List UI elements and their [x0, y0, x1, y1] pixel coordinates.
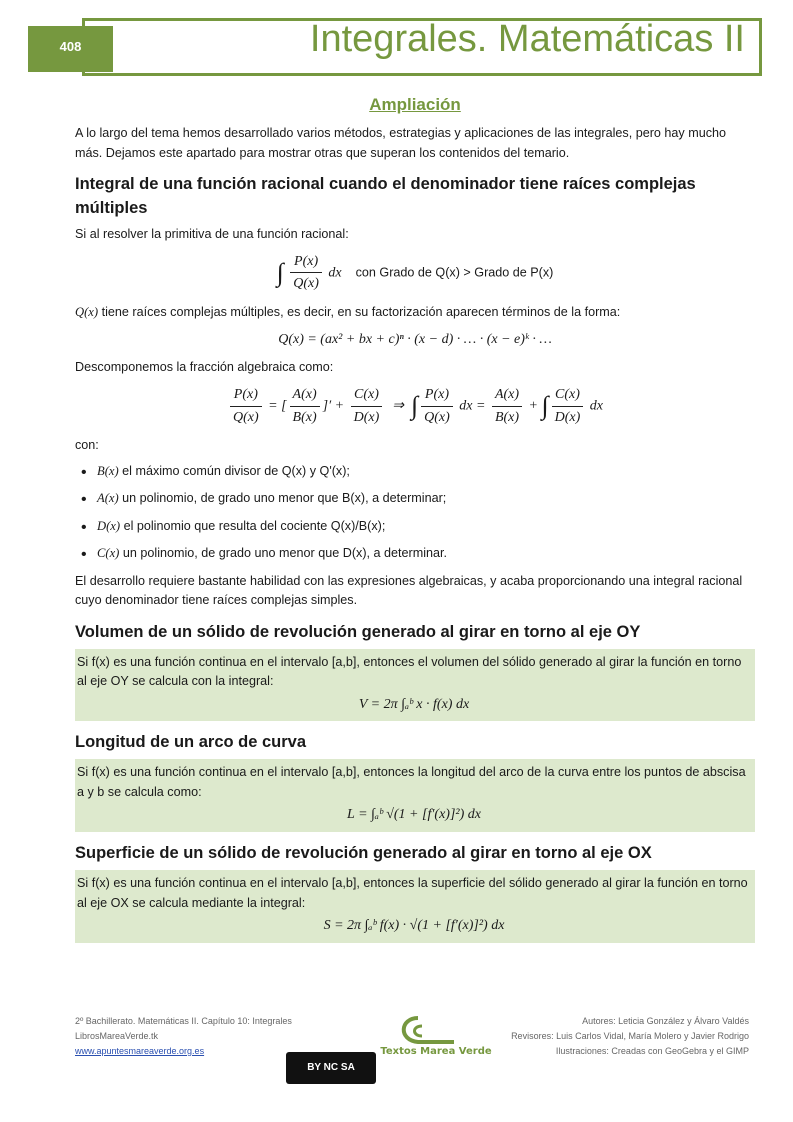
- page-number-badge: 408: [28, 26, 113, 72]
- list-item: • D(x) el polinomio que resulta del cociente Q(x)/B(x);: [97, 517, 755, 537]
- rational-p3: Descomponemos la fracción algebraica como:: [75, 360, 334, 375]
- arc-formula: L = ∫ₐᵇ √(1 + [f′(x)]²) dx: [347, 807, 481, 823]
- rational-p2: Q(x) tiene raíces complejas múltiples, es decir, en su factorización aparecen términos de la forma:: [75, 305, 621, 320]
- list-item: • A(x) un polinomio, de grado uno menor que B(x), a determinar;: [97, 489, 755, 509]
- rational-p1: Si al resolver la primitiva de una función racional:: [75, 227, 349, 242]
- list-item: • C(x) un polinomio, de grado uno menor que D(x), a determinar.: [97, 544, 755, 564]
- cc-license-badge: [286, 1052, 376, 1084]
- header-title: Integrales. Matemáticas II: [309, 18, 745, 60]
- rational-integral-formula: ∫ $\frac{P(x)}{Q(x)}$ dx con Grado de Q(x) > Grado de P(x): [75, 251, 755, 295]
- degree-condition: con Grado de Q(x) > Grado de P(x): [355, 265, 554, 280]
- rational-p4: El desarrollo requiere bastante habilidad con las expresiones algebraicas, y acaba proporcionando una integral racional cuyo denominador tiene raíces complejas simples.: [75, 573, 743, 608]
- footer-right: [511, 1014, 749, 1059]
- footer-authors: Autores: Leticia González y Álvaro Valdés: [582, 1016, 749, 1026]
- surface-formula: S = 2π ∫ₐᵇ f(x) · √(1 + [f′(x)]²) dx: [323, 918, 505, 934]
- volume-heading: Volumen de un sólido de revolución generado al girar en torno al eje OY: [75, 622, 641, 641]
- volume-text: Si f(x) es una función continua en el intervalo [a,b], entonces el volumen del sólido generado al girar la función en torno al eje OY se calcula con la integral:: [77, 654, 742, 689]
- page-content: [75, 92, 755, 951]
- arc-box: [75, 759, 755, 832]
- intro-paragraph: A lo largo del tema hemos desarrollado varios métodos, estrategias y aplicaciones de las integrales, pero hay mucho más. Dejamos este apartado para mostrar otras que superan los contenidos del temario.: [75, 126, 727, 160]
- conditions-list: [75, 462, 755, 564]
- marea-verde-logo: [380, 1012, 492, 1058]
- license-text: BY NC SA: [307, 1062, 355, 1073]
- footer-illustrations: Ilustraciones: Creadas con GeoGebra y el GIMP: [555, 1045, 749, 1056]
- footer-link[interactable]: www.apuntesmareaverde.org.es: [75, 1045, 205, 1056]
- surface-box: [75, 870, 755, 943]
- footer-reviewers: Revisores: Luis Carlos Vidal, María Molero y Javier Rodrigo: [511, 1030, 749, 1041]
- footer-site: LibrosMareaVerde.tk: [75, 1030, 159, 1041]
- arc-heading: Longitud de un arco de curva: [75, 733, 307, 752]
- decomposition-formula: $\frac{P(x)}{Q(x)}$ = [ $\frac{A(x)}{B(x)}$ ]′ + $\frac{C(x)}{D(x)}$ ⇒ ∫ $\frac{P(x)}{Q(x)}$ dx = $\frac{A(x)}{B(x)}$ + ∫ $\frac{C(x)}{D(x)}$ dx: [75, 384, 755, 428]
- footer-left: [75, 1014, 292, 1059]
- factorization-formula: Q(x) = (ax² + bx + c)ⁿ · (x − d) · … · (x − e)ᵏ · …: [278, 331, 552, 347]
- volume-formula: V = 2π ∫ₐᵇ x · f(x) dx: [358, 696, 470, 712]
- logo-text: Textos Marea Verde: [380, 1046, 492, 1057]
- rational-heading: Integral de una función racional cuando el denominador tiene raíces complejas múltiples: [75, 175, 696, 218]
- footer-course: 2º Bachillerato. Matemáticas II. Capítulo 10: Integrales: [75, 1016, 292, 1026]
- surface-text: Si f(x) es una función continua en el intervalo [a,b], entonces la superficie del sólido generado al girar la función en torno al eje OX se calcula mediante la integral:: [77, 876, 748, 910]
- section-title: Ampliación: [369, 95, 461, 114]
- volume-box: [75, 649, 755, 722]
- list-item: • B(x) el máximo común divisor de Q(x) y Q'(x);: [97, 462, 755, 482]
- arc-text: Si f(x) es una función continua en el intervalo [a,b], entonces la longitud del arco de la curva entre los puntos de abscisa a y b se calcula como:: [77, 765, 746, 799]
- surface-heading: Superficie de un sólido de revolución generado al girar en torno al eje OX: [75, 844, 652, 863]
- con-label: con:: [75, 438, 99, 453]
